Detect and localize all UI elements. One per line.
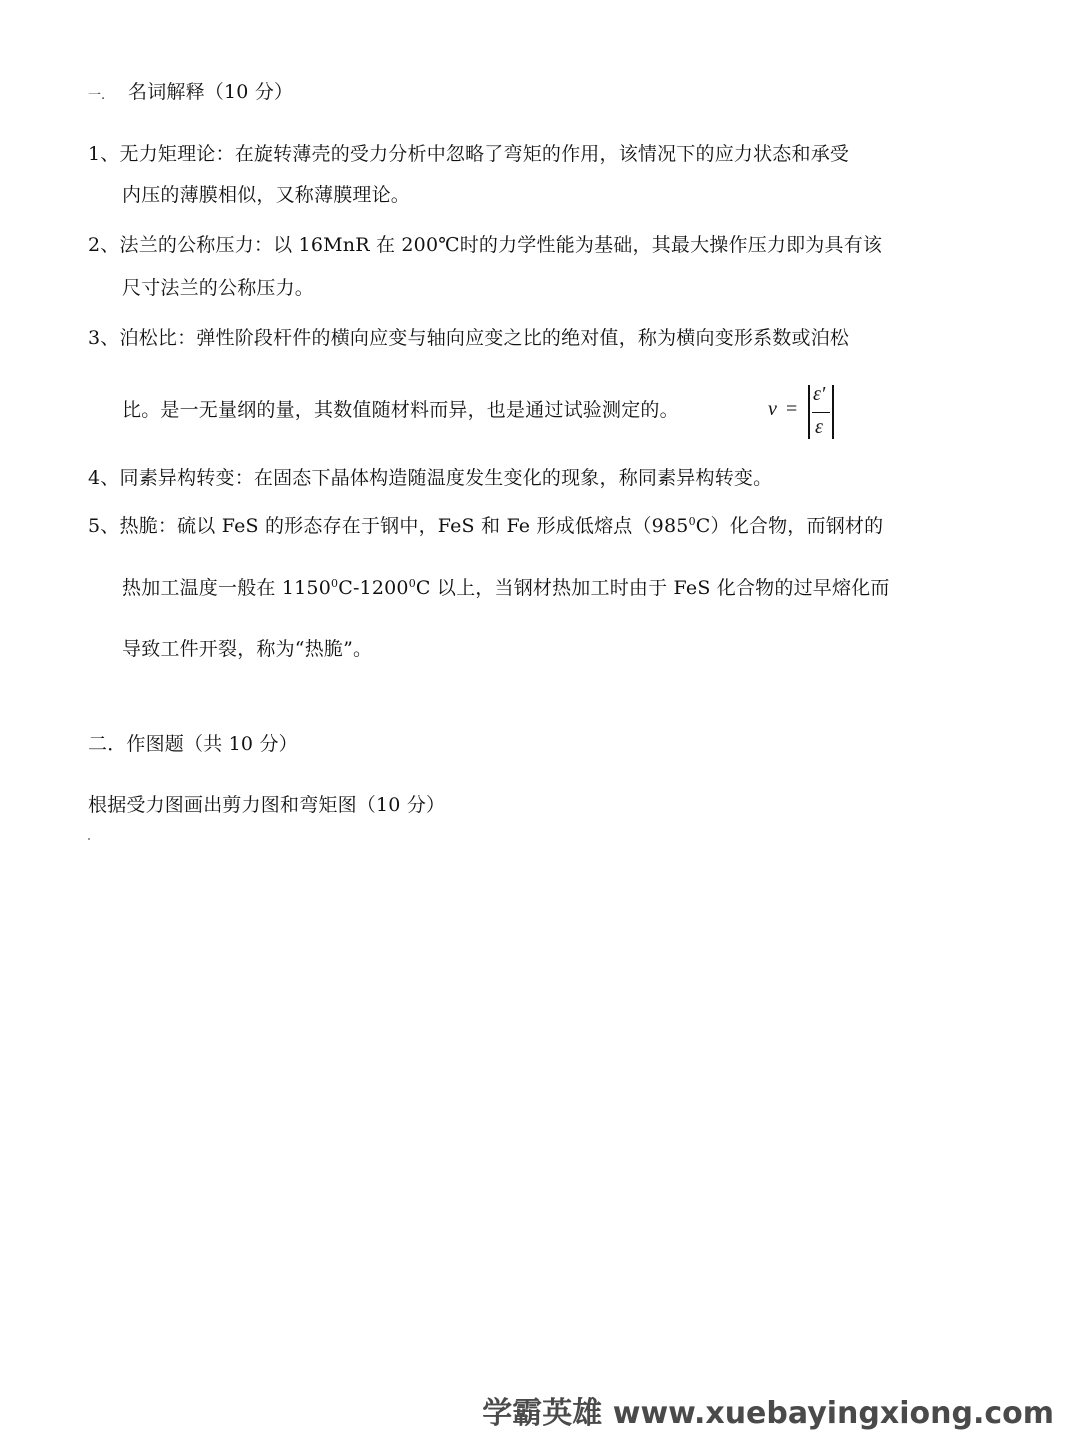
- item5-line3: 导致工件开裂，称为“热脆”。: [122, 638, 373, 660]
- item5-line1-a: 5、热脆：硫以 FeS 的形态存在于钢中，FeS 和 Fe 形成低熔点（985: [88, 515, 689, 537]
- formula-denominator: ε: [815, 416, 823, 438]
- item1-line2: 内压的薄膜相似，又称薄膜理论。: [122, 184, 411, 206]
- item4-line1: 4、同素异构转变：在固态下晶体构造随温度发生变化的现象，称同素异构转变。: [88, 467, 773, 489]
- abs-bar-left: [808, 385, 810, 439]
- item3-line1: 3、泊松比：弹性阶段杆件的横向应变与轴向应变之比的绝对值，称为横向变形系数或泊松: [88, 327, 850, 349]
- formula-numerator: ε′: [813, 383, 826, 405]
- stray-mark: [88, 838, 90, 840]
- item5-line2-sup2: 0: [408, 577, 416, 590]
- item5-line1: [88, 514, 883, 538]
- formula-lhs: ν: [768, 398, 777, 420]
- formula-equals: =: [786, 398, 798, 420]
- item5-line2-c: C 以上，当钢材热加工时由于 FeS 化合物的过早熔化而: [415, 577, 890, 599]
- section1-title: 名词解释（10 分）: [128, 81, 294, 103]
- item5-line2-a: 热加工温度一般在 1150: [122, 577, 331, 599]
- item5-line1-sup: 0: [688, 515, 696, 528]
- item2-line1: 2、法兰的公称压力：以 16MnR 在 200℃时的力学性能为基础，其最大操作压力即为具有该: [88, 234, 883, 256]
- abs-bar-right: [832, 385, 834, 439]
- fraction-bar: [812, 412, 830, 413]
- item5-line2-b: C-1200: [338, 577, 409, 599]
- section1-number: 一.: [88, 88, 106, 103]
- item5-line2-sup1: 0: [331, 577, 339, 590]
- item5-line1-b: C）化合物，而钢材的: [695, 515, 884, 537]
- section2-title: 二．作图题（共 10 分）: [88, 733, 298, 755]
- watermark: 学霸英雄 www.xuebayingxiong.com: [482, 1396, 1054, 1431]
- item5-line2: [122, 576, 890, 600]
- section2-text: 根据受力图画出剪力图和弯矩图（10 分）: [88, 794, 446, 816]
- item3-line2: 比。是一无量纲的量，其数值随材料而异，也是通过试验测定的。: [122, 399, 679, 421]
- item1-line1: 1、无力矩理论：在旋转薄壳的受力分析中忽略了弯矩的作用，该情况下的应力状态和承受: [88, 143, 850, 165]
- item2-line2: 尺寸法兰的公称压力。: [122, 277, 315, 299]
